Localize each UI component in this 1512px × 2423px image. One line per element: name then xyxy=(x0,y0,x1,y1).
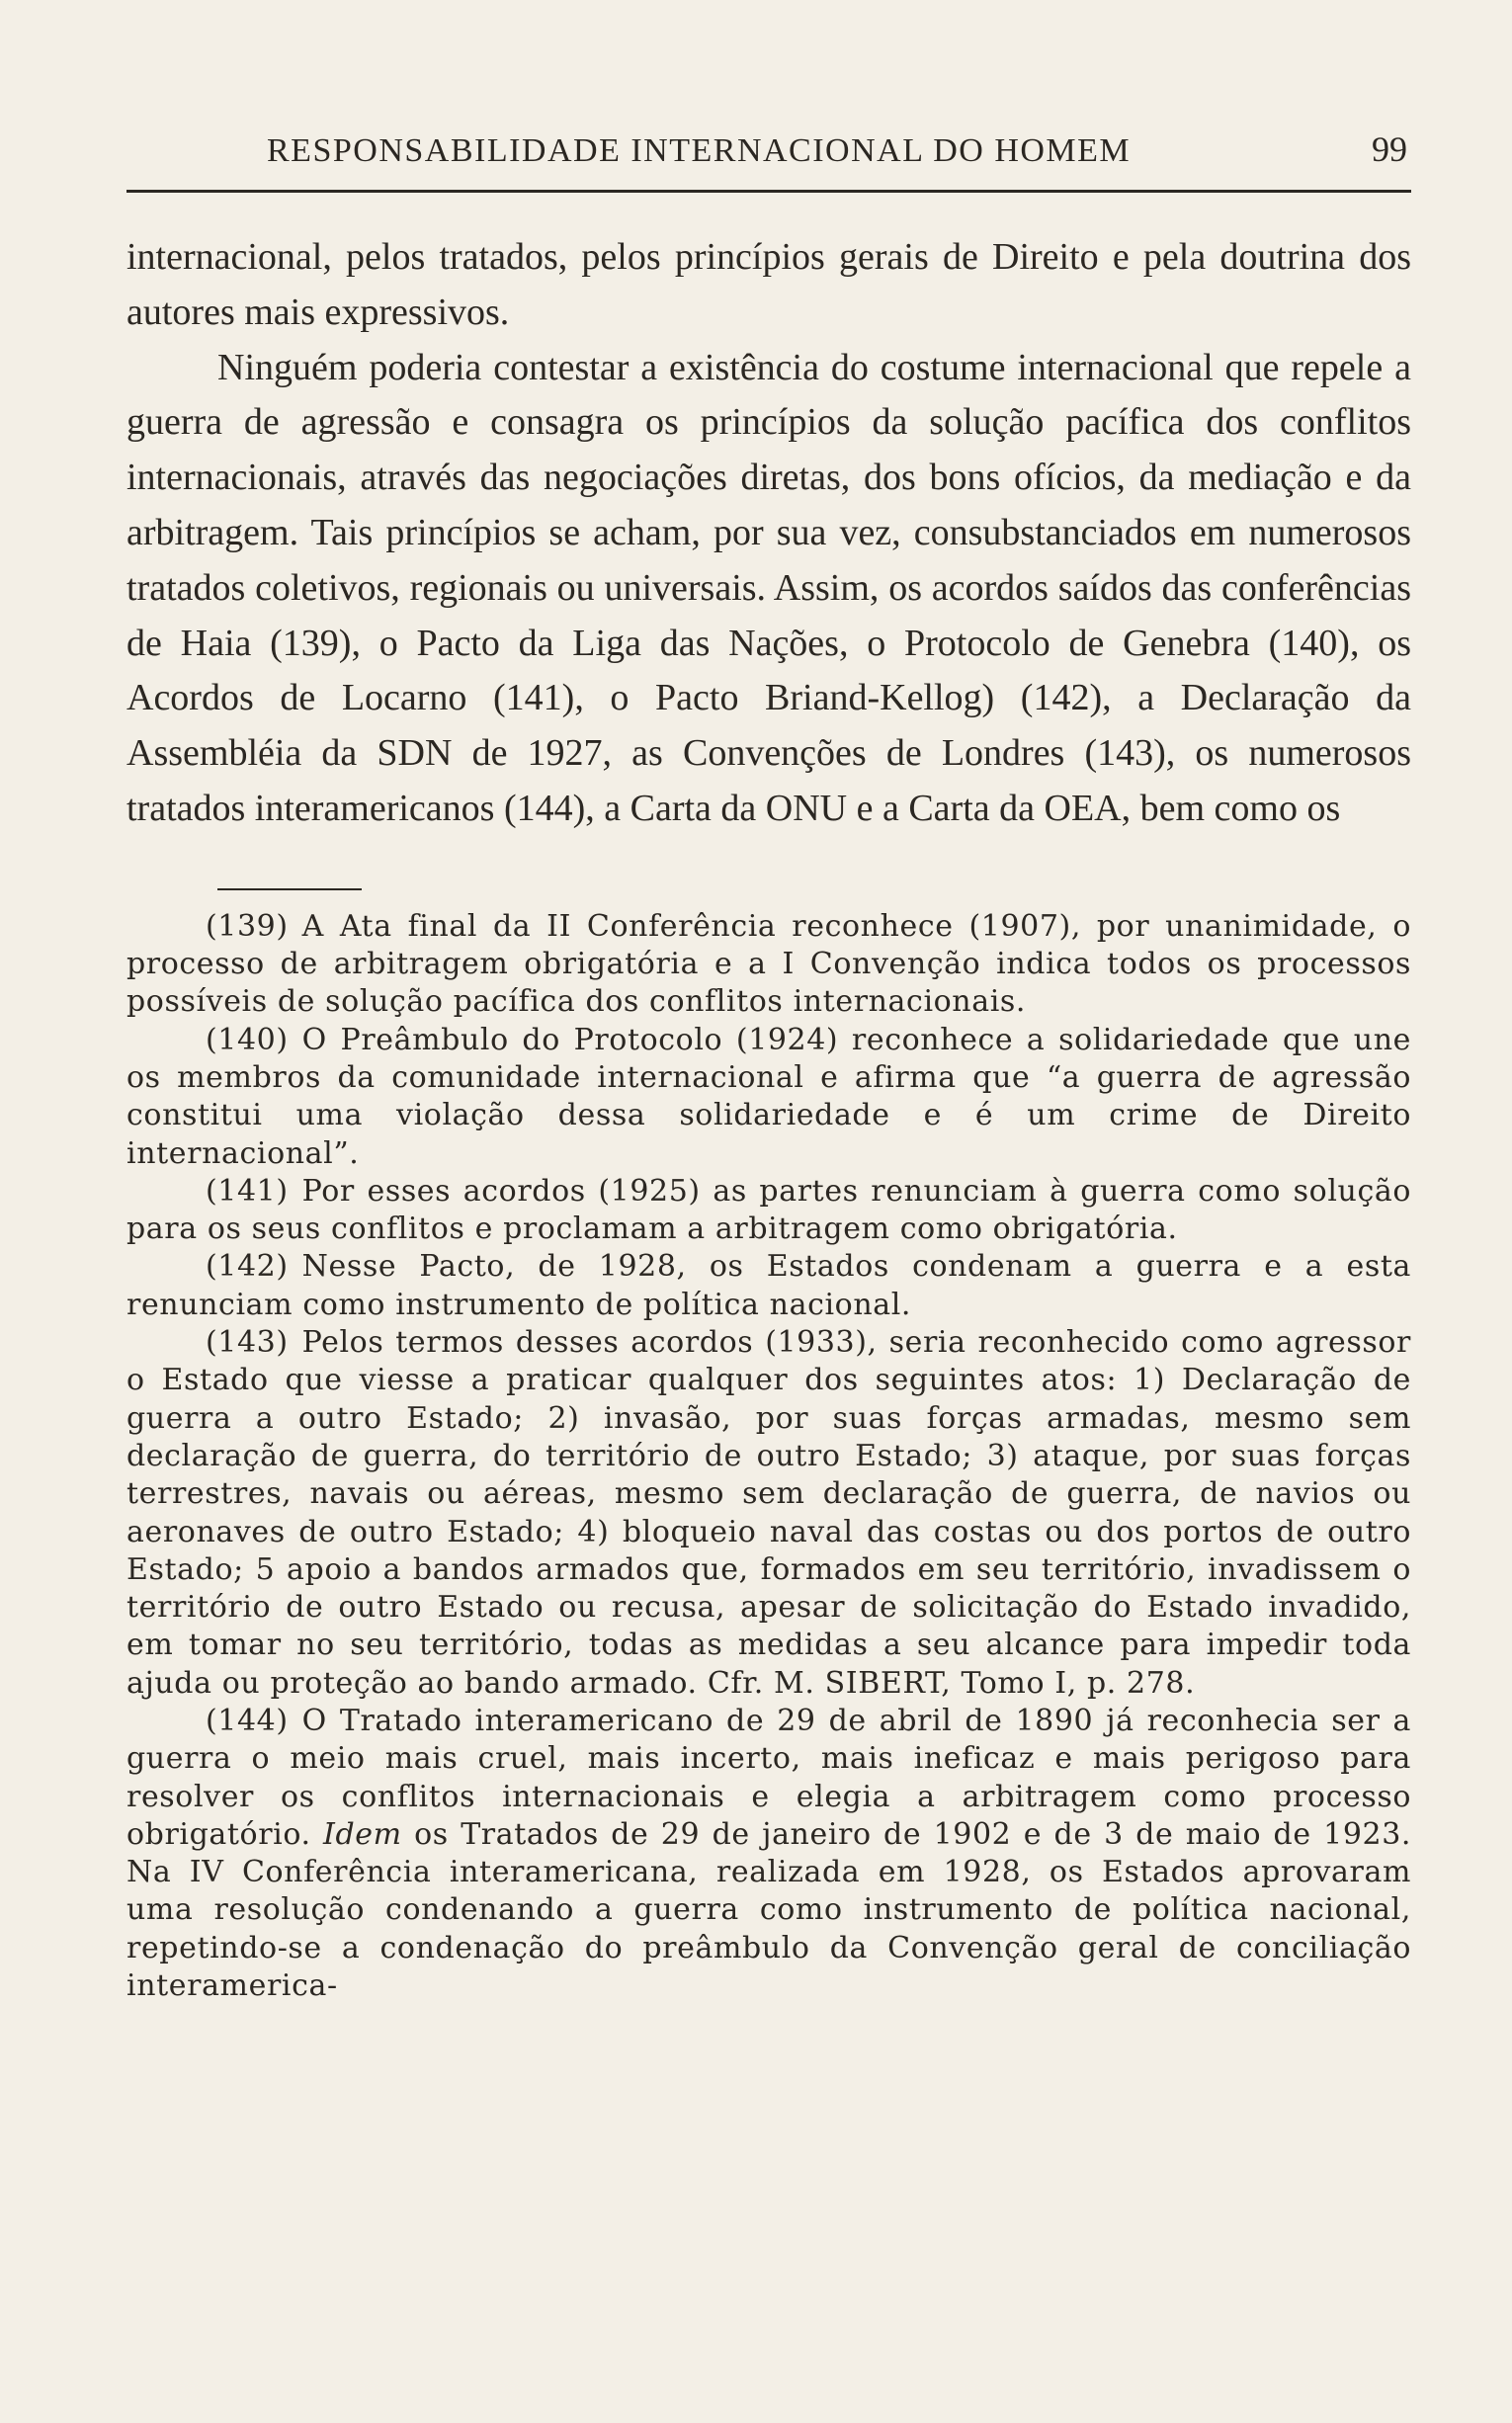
header-rule xyxy=(126,190,1411,193)
footnotes xyxy=(126,908,1411,2006)
paragraph: Ninguém poderia contestar a existência do costume internacional que repele a guerra de agressão e consagra os princípios da solução pacífica dos conflitos internacionais, através das negociações diretas, dos bons ofícios, da mediação e da arbitragem. Tais princípios se acham, por sua vez, consubstanciados em numerosos tratados coletivos, regionais ou universais. Assim, os acordos saídos das conferências de Haia (139), o Pacto da Liga das Nações, o Protocolo de Genebra (140), os Acordos de Locarno (141), o Pacto Briand-Kellog) (142), a Declaração da Assembléia da SDN de 1927, as Convenções de Londres (143), os numerosos tratados interamericanos (144), a Carta da ONU e a Carta da OEA, bem como os xyxy=(126,346,1411,829)
footnote-italic-idem: Idem xyxy=(323,1816,402,1852)
main-text xyxy=(126,230,1411,837)
footnote-number: (140) xyxy=(206,1022,289,1057)
running-title: RESPONSABILIDADE INTERNACIONAL DO HOMEM xyxy=(267,132,1132,169)
footnote-separator xyxy=(217,888,362,890)
running-header xyxy=(126,128,1411,186)
footnote-number: (143) xyxy=(206,1325,289,1361)
footnote-number: (139) xyxy=(206,908,289,944)
footnote-143 xyxy=(126,1324,1411,1703)
footnote-text-continued: os Tratados de 29 de janeiro de 1902 e de 3 de maio de 1923. Na IV Conferência interamericana, realizada em 1928, os Estados aprovaram uma resolução condenando a guerra como instrumento de política nacional, repetindo-se a condenação do preâmbulo da Convenção geral de conciliação interamerica- xyxy=(126,1816,1412,2004)
footnote-text: Pelos termos desses acordos (1933), seria reconhecido como agressor o Estado que viesse a praticar qualquer dos seguintes atos: 1) Declaração de guerra a outro Estado; 2) invasão, por suas forças armadas, mesmo sem declaração de guerra, do território de outro Estado; 3) ataque, por suas forças terrestres, navais ou aéreas, mesmo sem declaração de guerra, de navios ou aeronaves de outro Estado; 4) bloqueio naval das costas ou dos portos de outro Estado; 5 apoio a bandos armados que, formados em seu território, invadissem o território de outro Estado ou recusa, apesar de solicitação do Estado invadido, em tomar no seu território, todas as medidas a seu alcance para impedir toda ajuda ou proteção ao bando armado. Cfr. M. SIBERT, Tomo I, p. 278. xyxy=(126,1325,1411,1701)
footnote-140 xyxy=(126,1022,1411,1173)
footnote-141 xyxy=(126,1173,1411,1249)
footnote-text: Nesse Pacto, de 1928, os Estados condenam a guerra e a esta renunciam como instrumento de política nacional. xyxy=(126,1249,1411,1322)
footnote-number: (144) xyxy=(206,1704,289,1738)
footnote-text: Por esses acordos (1925) as partes renunciam à guerra como solução para os seus conflitos e proclamam a arbitragem como obrigatória. xyxy=(126,1173,1411,1247)
page-number: 99 xyxy=(1372,129,1407,169)
paragraph: internacional, pelos tratados, pelos princípios gerais de Direito e pela doutrina dos autores mais expressivos. xyxy=(126,236,1411,333)
footnote-text: O Preâmbulo do Protocolo (1924) reconhece a solidariedade que une os membros da comunidade internacional e afirma que “a guerra de agressão constitui uma violação dessa solidariedade e é um crime de Direito internacional”. xyxy=(126,1022,1411,1171)
footnote-142 xyxy=(126,1248,1411,1324)
footnote-number: (142) xyxy=(206,1249,289,1285)
footnote-139 xyxy=(126,908,1411,1022)
footnote-text: A Ata final da II Conferência reconhece (1907), por unanimidade, o processo de arbitragem obrigatória e a I Convenção indica todos os processos possíveis de solução pacífica dos conflitos internacionais. xyxy=(126,908,1411,1020)
footnote-text: O Tratado interamericano de 29 de abril de 1890 já reconhecia ser a guerra o meio mais cruel, mais incerto, mais ineficaz e mais perigoso para resolver os conflitos internacionais e elegia a arbitragem como processo obrigatório. xyxy=(126,1704,1411,1852)
book-page xyxy=(126,128,1411,2005)
footnote-number: (141) xyxy=(206,1173,289,1209)
footnote-144 xyxy=(126,1703,1411,2005)
